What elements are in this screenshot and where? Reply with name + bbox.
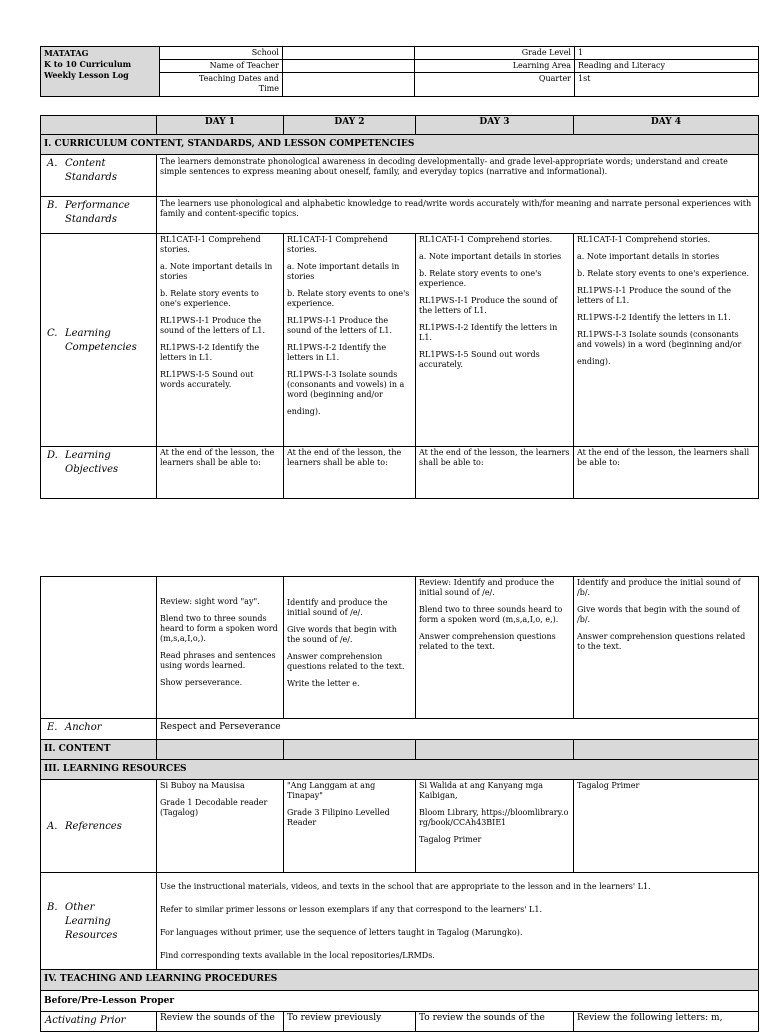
activating-day4: Review the following letters: m,: [574, 1012, 759, 1032]
learning-area-label: Learning Area: [415, 60, 575, 73]
other-resources-text: [157, 873, 759, 970]
objectives-day2: At the end of the lesson, the learners shall be able to:: [284, 447, 416, 499]
lesson-table-lower: [40, 576, 759, 1032]
references-day3: [416, 780, 574, 873]
row-letter: A.: [47, 821, 58, 832]
dates-value: [283, 73, 415, 97]
competency-item: RL1PWS-I-2 Identify the letters in L1.: [160, 343, 260, 362]
competency-item: b. Relate story events to one's experience.: [287, 289, 410, 308]
reference-item: Grade 1 Decodable reader (Tagalog): [160, 798, 268, 817]
objective-item: Identify and produce the initial sound of /e/.: [287, 598, 388, 617]
reference-item: "Ang Langgam at ang Tinapay": [287, 781, 376, 800]
competency-item: ending).: [287, 407, 321, 416]
title-line: Weekly Lesson Log: [44, 70, 129, 80]
lesson-table-upper: [40, 115, 759, 499]
resource-line: Use the instructional materials, videos, and texts in the school that are appropriate to the lesson and in the learners' L1.: [160, 882, 651, 891]
objective-item: Answer comprehension questions related to the text.: [577, 632, 746, 651]
objective-item: Give words that begin with the sound of /b/.: [577, 605, 740, 624]
grade-level-value: 1: [575, 47, 759, 60]
competency-item: a. Note important details in stories: [419, 252, 562, 261]
row-label: Anchor: [65, 722, 102, 733]
competency-item: b. Relate story events to one's experience.: [160, 289, 259, 308]
learning-objectives-label: [41, 447, 157, 499]
objectives-cont-day4: [574, 577, 759, 719]
competency-item: RL1PWS-I-5 Sound out words accurately.: [419, 350, 540, 369]
competency-item: RL1PWS-I-1 Produce the sound of the letters of L1.: [419, 296, 558, 315]
competency-item: b. Relate story events to one's experience.: [419, 269, 542, 288]
school-value: [283, 47, 415, 60]
row-label: Other Learning Resources: [65, 902, 118, 941]
resource-line: Find corresponding texts available in the local repositories/LRMDs.: [160, 951, 435, 960]
objective-item: Blend two to three sounds heard to form a spoken word (m,s,a,I,o, e,).: [419, 605, 563, 624]
activating-label: Activating Prior: [41, 1012, 157, 1032]
objective-item: Answer comprehension questions related to the text.: [287, 652, 405, 671]
competencies-day4: [574, 234, 759, 447]
competency-item: RL1CAT-I-1 Comprehend stories.: [577, 235, 711, 244]
activating-day2: To review previously: [284, 1012, 416, 1032]
row-label: Learning Competencies: [65, 328, 137, 353]
title-line: K to 10 Curriculum: [44, 59, 132, 69]
learning-competencies-label: [41, 234, 157, 447]
row-letter: B.: [47, 200, 58, 211]
school-label: School: [160, 47, 283, 60]
objectives-day4: At the end of the lesson, the learners shall be able to:: [574, 447, 759, 499]
section-content: II. CONTENT: [41, 740, 157, 760]
reference-item: Si Buboy na Mausisa: [160, 781, 245, 790]
competencies-day1: [157, 234, 284, 447]
competency-item: RL1PWS-I-2 Identify the letters in L1.: [287, 343, 387, 362]
competency-item: RL1PWS-I-2 Identify the letters in L1.: [419, 323, 558, 342]
objectives-day1: At the end of the lesson, the learners shall be able to:: [157, 447, 284, 499]
objectives-cont-day3: [416, 577, 574, 719]
references-day1: [157, 780, 284, 873]
day-header: DAY 3: [416, 116, 574, 135]
reference-item: Si Walida at ang Kanyang mga Kaibigan,: [419, 781, 544, 800]
title-line: MATATAG: [44, 48, 89, 58]
competency-item: RL1PWS-I-5 Sound out words accurately.: [160, 370, 254, 389]
content-day2: [284, 740, 416, 760]
competency-item: RL1PWS-I-2 Identify the letters in L1.: [577, 313, 731, 322]
row-label: Content Standards: [65, 158, 117, 183]
competency-item: a. Note important details in stories: [577, 252, 720, 261]
day-header: DAY 2: [284, 116, 416, 135]
objective-item: Write the letter e.: [287, 679, 360, 688]
teacher-value: [283, 60, 415, 73]
row-label: Learning Objectives: [65, 450, 119, 475]
competency-item: RL1PWS-I-3 Isolate sounds (consonants and vowels) in a word (beginning and/or: [287, 370, 405, 399]
objectives-cont-day2: [284, 577, 416, 719]
objective-item: Review: Identify and produce the initial sound of /e/.: [419, 578, 555, 597]
references-day2: [284, 780, 416, 873]
activating-day1: Review the sounds of the: [157, 1012, 284, 1032]
other-resources-label: [41, 873, 157, 970]
day-header: DAY 4: [574, 116, 759, 135]
competencies-day3: [416, 234, 574, 447]
objectives-cont-day1: [157, 577, 284, 719]
objective-item: Show perseverance.: [160, 678, 243, 687]
anchor-label: [41, 719, 157, 740]
dates-label-line: Teaching Dates and: [198, 74, 279, 83]
dates-label: [160, 73, 283, 97]
competency-item: ending).: [577, 357, 611, 366]
row-label: Performance Standards: [65, 200, 130, 225]
competency-item: RL1PWS-I-1 Produce the sound of the letters of L1.: [160, 316, 266, 335]
objective-item: Review: sight word "ay".: [160, 597, 260, 606]
references-day4: [574, 780, 759, 873]
competency-item: a. Note important details in stories: [287, 262, 400, 281]
anchor-text: Respect and Perseverance: [157, 719, 759, 740]
row-label: References: [65, 821, 122, 832]
reference-item: Grade 3 Filipino Levelled Reader: [287, 808, 390, 827]
competencies-day2: [284, 234, 416, 447]
matatag-title: [41, 47, 160, 97]
row-letter: E.: [47, 722, 58, 733]
content-standards-label: [41, 155, 157, 197]
competency-item: RL1PWS-I-1 Produce the sound of the letters of L1.: [577, 286, 732, 305]
reference-item: Tagalog Primer: [577, 781, 640, 790]
objectives-cont-label: [41, 577, 157, 719]
objective-item: Answer comprehension questions related to the text.: [419, 632, 556, 651]
content-day3: [416, 740, 574, 760]
objective-item: Give words that begin with the sound of /e/.: [287, 625, 397, 644]
competency-item: a. Note important details in stories: [160, 262, 273, 281]
objective-item: Blend two to three sounds heard to form a spoken word (m,s,a,I,o,).: [160, 614, 278, 643]
performance-standards-text: The learners use phonological and alphabetic knowledge to read/write words accurately with/for meaning and narrate personal experiences with family and content-specific topics.: [157, 197, 759, 234]
day-header-blank: [41, 116, 157, 135]
before-lesson-heading: Before/Pre-Lesson Proper: [41, 991, 759, 1012]
content-day1: [157, 740, 284, 760]
reference-item: Bloom Library, https://bloomlibrary.org/book/CCAh43BIE1: [419, 808, 569, 827]
competency-item: RL1CAT-I-1 Comprehend stories.: [160, 235, 261, 254]
day-header: DAY 1: [157, 116, 284, 135]
grade-level-label: Grade Level: [415, 47, 575, 60]
dates-label-line: Time: [258, 84, 279, 93]
row-letter: C.: [47, 328, 58, 339]
objective-item: Identify and produce the initial sound of /b/.: [577, 578, 741, 597]
content-standards-text: The learners demonstrate phonological awareness in decoding developmentally- and grade level-appropriate words; understand and create simple sentences to express meaning about oneself, family, and everyday topics (narrative and informational).: [157, 155, 759, 197]
performance-standards-label: [41, 197, 157, 234]
activating-day3: To review the sounds of the: [416, 1012, 574, 1032]
resource-line: Refer to similar primer lessons or lesson exemplars if any that correspond to the learners' L1.: [160, 905, 542, 914]
competency-item: RL1CAT-I-1 Comprehend stories.: [287, 235, 388, 254]
row-letter: D.: [47, 450, 58, 461]
quarter-value: 1st: [575, 73, 759, 97]
content-day4: [574, 740, 759, 760]
row-letter: B.: [47, 902, 58, 913]
quarter-label: Quarter: [415, 73, 575, 97]
teacher-label: Name of Teacher: [160, 60, 283, 73]
competency-item: RL1CAT-I-1 Comprehend stories.: [419, 235, 553, 244]
competency-item: b. Relate story events to one's experience.: [577, 269, 750, 278]
reference-item: Tagalog Primer: [419, 835, 482, 844]
header-table: [40, 46, 759, 97]
resource-line: For languages without primer, use the sequence of letters taught in Tagalog (Marungko).: [160, 928, 523, 937]
section-procedures: IV. TEACHING AND LEARNING PROCEDURES: [41, 970, 759, 991]
section-resources: III. LEARNING RESOURCES: [41, 760, 759, 780]
learning-area-value: Reading and Literacy: [575, 60, 759, 73]
competency-item: RL1PWS-I-1 Produce the sound of the letters of L1.: [287, 316, 393, 335]
objectives-day3: At the end of the lesson, the learners shall be able to:: [416, 447, 574, 499]
section-curriculum: I. CURRICULUM CONTENT, STANDARDS, AND LESSON COMPETENCIES: [41, 135, 759, 155]
objective-item: Read phrases and sentences using words learned.: [160, 651, 276, 670]
references-label: [41, 780, 157, 873]
row-letter: A.: [47, 158, 58, 169]
competency-item: RL1PWS-I-3 Isolate sounds (consonants and vowels) in a word (beginning and/or: [577, 330, 742, 349]
